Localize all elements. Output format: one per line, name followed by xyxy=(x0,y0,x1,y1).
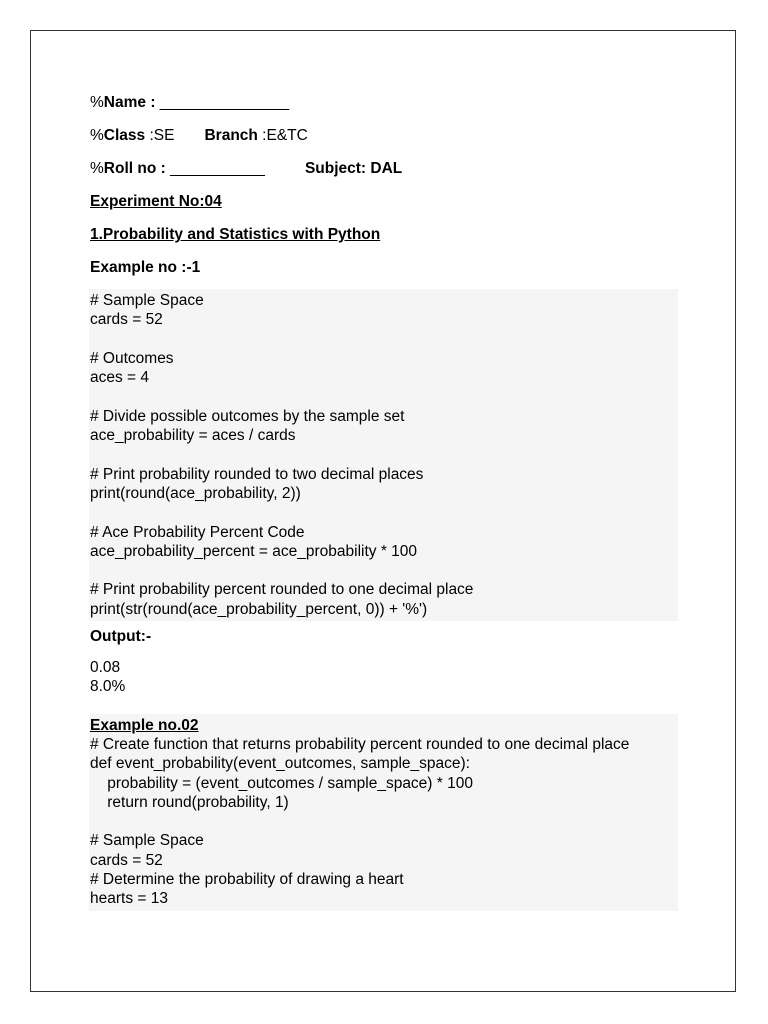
code1-line xyxy=(90,503,678,522)
document-content xyxy=(90,91,680,911)
code2-line: hearts = 13 xyxy=(90,890,168,908)
example2-title: Example no.02 xyxy=(90,716,199,734)
class-prefix: % xyxy=(90,127,104,144)
code1-line: ace_probability_percent = ace_probability * 100 xyxy=(90,542,418,560)
roll-blank: ___________ xyxy=(165,160,265,177)
code2-line xyxy=(90,812,678,831)
code2-line: # Create function that returns probability percent rounded to one decimal place xyxy=(90,735,630,753)
code1-line: # Divide possible outcomes by the sample set xyxy=(90,407,405,425)
section-title: 1.Probability and Statistics with Python xyxy=(90,226,381,243)
class-label: Class xyxy=(103,127,146,144)
code-block-example1 xyxy=(89,289,678,621)
output-title: Output:- xyxy=(90,628,152,646)
name-prefix: % xyxy=(90,94,104,111)
code2-line: probability = (event_outcomes / sample_space) * 100 xyxy=(90,774,473,792)
experiment-title: Experiment No:04 xyxy=(90,193,222,210)
code2-line: def event_probability(event_outcomes, sample_space): xyxy=(90,755,470,773)
example1-title: Example no :-1 xyxy=(90,259,201,276)
document-page xyxy=(30,30,736,992)
code2-line: cards = 52 xyxy=(90,851,163,869)
roll-line xyxy=(90,157,680,190)
code-block-example2 xyxy=(89,714,678,911)
code2-line: # Determine the probability of drawing a heart xyxy=(90,871,404,889)
class-line xyxy=(90,124,680,157)
branch-label: Branch xyxy=(204,127,258,144)
branch-value: :E&TC xyxy=(257,127,308,144)
code2-line: # Sample Space xyxy=(90,832,204,850)
code1-line: # Outcomes xyxy=(90,349,174,367)
name-blank: _______________ xyxy=(155,94,290,111)
name-label: Name : xyxy=(103,94,156,111)
code1-line xyxy=(90,387,678,406)
code1-line: print(str(round(ace_probability_percent, 0)) + '%') xyxy=(90,600,428,618)
code1-line: # Print probability rounded to two decimal places xyxy=(90,465,424,483)
output-line: 8.0% xyxy=(90,678,126,696)
code1-line: aces = 4 xyxy=(90,369,150,387)
code1-line: cards = 52 xyxy=(90,311,163,329)
subject-label: Subject: DAL xyxy=(304,160,403,177)
roll-prefix: % xyxy=(90,160,104,177)
code1-line xyxy=(90,561,678,580)
roll-label: Roll no : xyxy=(103,160,166,177)
output-block xyxy=(90,658,680,697)
code1-line xyxy=(90,445,678,464)
code1-line: # Ace Probability Percent Code xyxy=(90,523,305,541)
code1-line: ace_probability = aces / cards xyxy=(90,427,296,445)
name-line xyxy=(90,91,680,124)
code1-line xyxy=(90,330,678,349)
code1-line: # Print probability percent rounded to one decimal place xyxy=(90,581,474,599)
output-line: 0.08 xyxy=(90,659,121,677)
code1-line: # Sample Space xyxy=(90,292,204,309)
code2-line: return round(probability, 1) xyxy=(90,793,289,811)
class-value: :SE xyxy=(145,127,175,144)
code1-line: print(round(ace_probability, 2)) xyxy=(90,484,301,502)
